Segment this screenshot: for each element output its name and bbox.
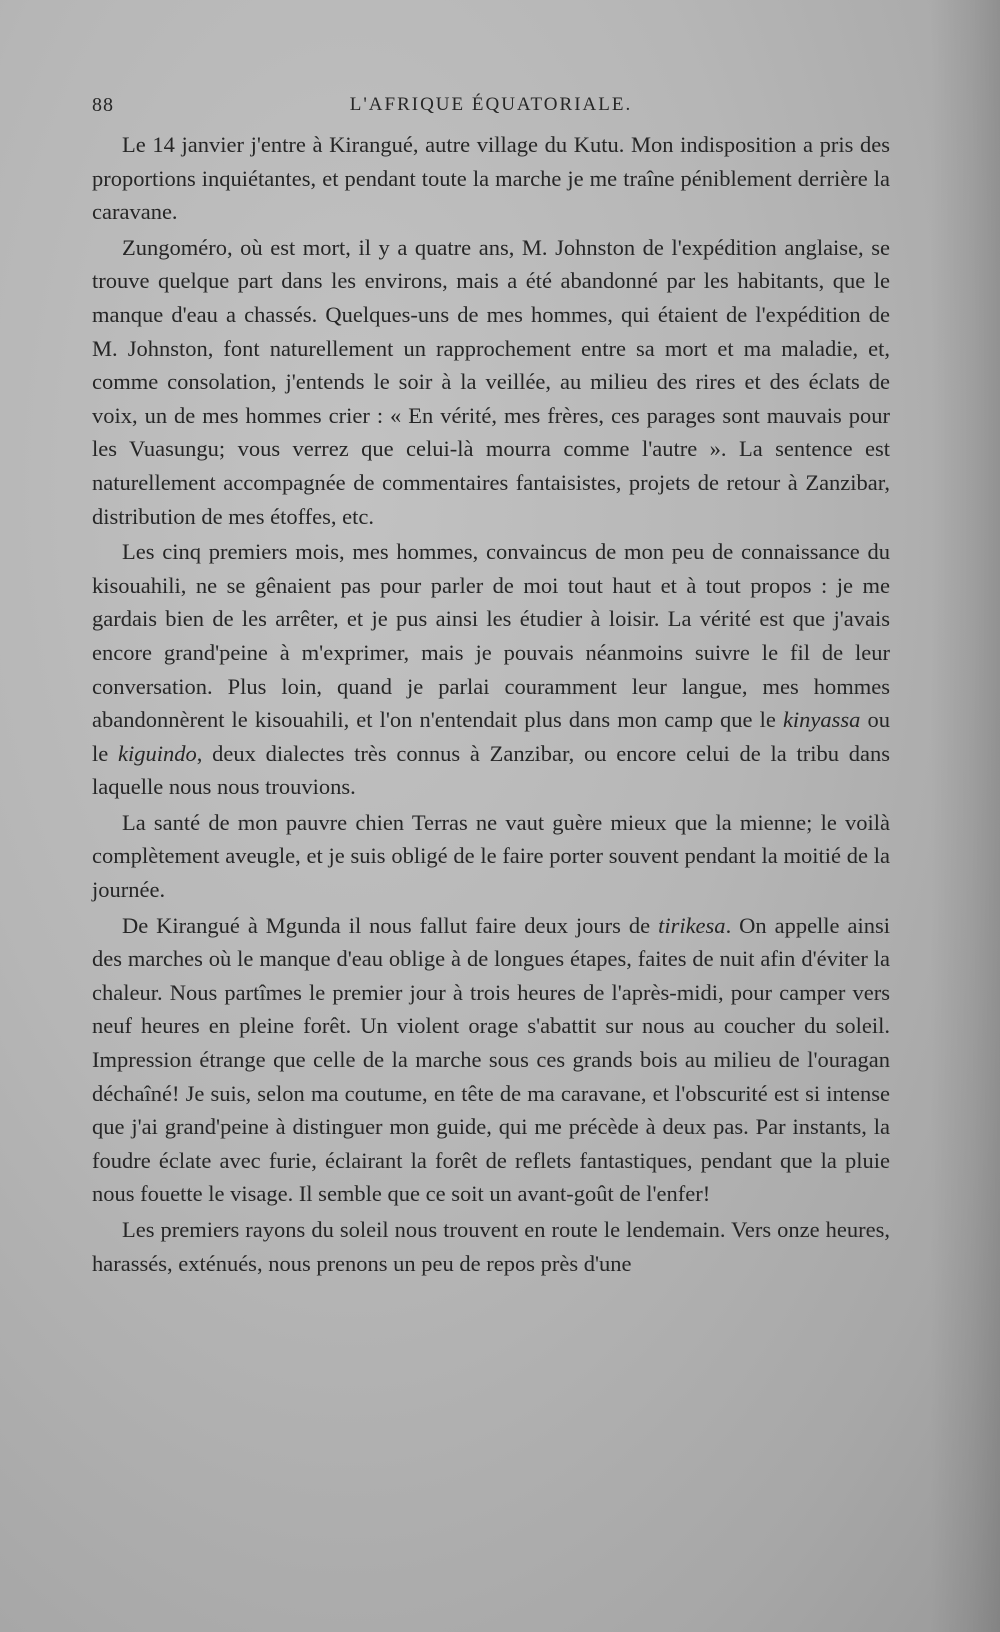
- paragraph-text-mid: ou le: [92, 707, 891, 766]
- page-header: [92, 94, 890, 120]
- paragraph-text: Zungoméro, où est mort, il y a quatre ans, M. Johnston de l'expédition anglaise, se trouve quelque part dans les environs, mais a été abandonné par les habitants, que le manque d'eau a chassés. Quelques-uns de mes hommes, qui étaient de l'expédition de M. Johnston, font naturellement un rapprochement entre sa mort et ma maladie, et, comme consolation, j'entends le soir à la veillée, au milieu des rires et des éclats de voix, un de mes hommes crier : « En vérité, mes frères, ces parages sont mauvais pour les Vuasungu; vous verrez que celui-là mourra comme l'autre ». La sentence est naturellement accompagnée de commentaires fantaisistes, projets de retour à Zanzibar, distribution de mes étoffes, etc.: [92, 234, 890, 529]
- italic-term-kinyassa: kinyassa: [782, 707, 861, 733]
- paragraph-3: [92, 535, 890, 804]
- page-number: 88: [92, 94, 114, 116]
- italic-term-kiguindo: kiguindo: [118, 740, 197, 766]
- paragraph-1: [92, 128, 890, 229]
- paragraph-5: [92, 909, 890, 1211]
- paragraph-text-after: , deux dialectes très connus à Zanzibar, ou encore celui de la tribu dans laquelle nous nous trouvions.: [92, 740, 890, 800]
- paragraph-text: Le 14 janvier j'entre à Kirangué, autre village du Kutu. Mon indisposition a pris des proportions inquiétantes, et pendant toute la marche je me traîne péniblement derrière la caravane.: [92, 132, 890, 225]
- paragraph-text-after: . On appelle ainsi des marches où le manque d'eau oblige à de longues étapes, faites de nuit afin d'éviter la chaleur. Nous partîmes le premier jour à trois heures de l'après-midi, pour camper vers neuf heures en pleine forêt. Un violent orage s'abattit sur nous au coucher du soleil. Impression étrange que celle de la marche sous ces grands bois au milieu de l'ouragan déchaîné! Je suis, selon ma coutume, en tête de ma caravane, et l'obscurité est si intense que j'ai grand'peine à distinguer mon guide, qui me précède à deux pas. Par instants, la foudre éclate avec furie, éclairant la forêt de reflets fantastiques, pendant que la pluie nous fouette le visage. Il semble que ce soit un avant-goût de l'enfer!: [92, 912, 890, 1207]
- paragraph-4: [92, 806, 890, 907]
- paragraph-text: De Kirangué à Mgunda il nous fallut faire deux jours de: [122, 912, 659, 938]
- page-edge-shadow: [930, 0, 1000, 1632]
- body-text: [92, 128, 890, 1282]
- running-title: L'AFRIQUE ÉQUATORIALE.: [349, 94, 633, 115]
- paragraph-text: La santé de mon pauvre chien Terras ne vaut guère mieux que la mienne; le voilà complètement aveugle, et je suis obligé de le faire porter souvent pendant la moitié de la journée.: [92, 809, 890, 903]
- paragraph-6: [92, 1213, 890, 1280]
- italic-term-tirikesa: tirikesa: [658, 912, 726, 938]
- paragraph-2: [92, 231, 890, 533]
- paragraph-text: Les cinq premiers mois, mes hommes, convaincus de mon peu de connaissance du kisouahili, ne se gênaient pas pour parler de moi tout haut et à tout propos : je me gardais bien de les arrêter, et je pus ainsi les étudier à loisir. La vérité est que j'avais encore grand'peine à m'exprimer, mais je pouvais néanmoins suivre le fil de leur conversation. Plus loin, quand je parlai couramment leur langue, mes hommes abandonnèrent le kisouahili, et l'on n'entendait plus dans mon camp que le: [92, 539, 890, 733]
- paragraph-text: Les premiers rayons du soleil nous trouvent en route le lendemain. Vers onze heures, harassés, exténués, nous prenons un peu de repos près d'une: [92, 1217, 890, 1276]
